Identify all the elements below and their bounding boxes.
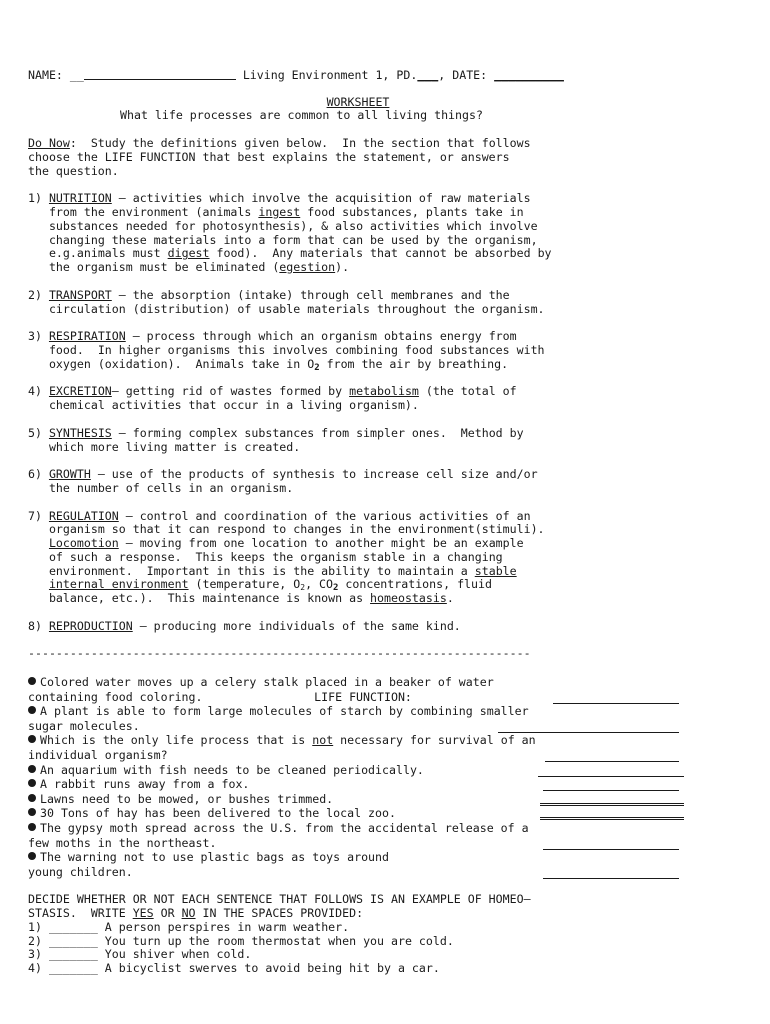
answer-blank-7[interactable] [540,806,684,820]
term-regulation: REGULATION [48,508,119,523]
do-now-line-1: Do Now: Study the definitions given below. In the section that follows [28,135,531,150]
term-respiration: RESPIRATION [48,329,126,344]
question-1: Colored water moves up a celery stalk placed in a beaker of water [28,675,748,690]
question-4: An aquarium with fish needs to be cleaned periodically. [28,763,748,778]
do-now-line-3: the question. [28,163,119,178]
bullet-icon [28,765,36,773]
definition-synthesis: 5) SYNTHESIS – forming complex substances from simpler ones. Method by which more living matter is created. [28,425,524,454]
term-transport: TRANSPORT [48,287,112,302]
definition-transport: 2) TRANSPORT – the absorption (intake) through cell membranes and the circulation (distribution) of usable materials throughout the organism. [28,287,545,316]
bullet-icon [28,677,36,685]
bullet-icon [28,808,36,816]
bullet-icon [28,823,36,831]
bullet-icon [28,735,36,743]
homeostasis-item-4: 4) _______ A bicyclist swerves to avoid being hit by a car. [28,961,440,976]
question-7: 30 Tons of hay has been delivered to the local zoo. [28,806,748,821]
answer-blank-4[interactable] [538,765,684,777]
definition-growth: 6) GROWTH – use of the products of synthesis to increase cell size and/or the number of cells in an organism. [28,467,538,495]
homeostasis-item-1: 1) _______ A person perspires in warm weather. [28,919,350,934]
homeostasis-instructions-1: DECIDE WHETHER OR NOT EACH SENTENCE THAT FOLLOWS IS AN EXAMPLE OF HOMEO– [28,892,531,907]
answer-blank-1[interactable] [553,692,679,704]
homeostasis-item-2: 2) _______ You turn up the room thermostat when you are cold. [28,933,454,948]
name-label: NAME: __ [28,68,84,82]
term-growth: GROWTH [48,467,91,482]
question-9: The warning not to use plastic bags as toys around [28,850,748,865]
worksheet-title: WORKSHEET [326,94,390,109]
bullet-icon [28,706,36,714]
question-2: A plant is able to form large molecules of starch by combining smaller [28,704,748,719]
do-now-label: Do Now [28,135,70,150]
answer-blank-3[interactable] [545,750,679,762]
homeostasis-answer-4[interactable]: _______ [48,961,98,976]
definition-reproduction: 8) REPRODUCTION – producing more individuals of the same kind. [28,618,461,633]
term-reproduction: REPRODUCTION [48,618,133,633]
homeostasis-instructions-2: STASIS. WRITE YES OR NO IN THE SPACES PROVIDED: [28,905,364,920]
question-5: A rabbit runs away from a fox. [28,777,748,792]
definition-nutrition: 1) NUTRITION – activities which involve the acquisition of raw materials from the environment (animals ingest food substances, plants take in substances needed for photosynthesis), & also activities which involve changing these materials into a form that can be used by the organism, e.g.animals must digest food). Any materials that cannot be absorbed by the organism must be eliminated (egestion). [28,191,552,275]
answer-blank-8[interactable] [543,838,679,850]
definition-regulation: 7) REGULATION – control and coordination of the various activities of an organism so that it can respond to changes in the environment(stimuli). Locomotion – moving from one location to another might be an example of such a response. This keeps the organism stable in a changing environment. Important in this is the ability to maintain a stable internal environment (temperature, $O_2$, CO2 concentrations, fluid balance, etc.). This maintenance is known as homeostasis. [28,508,545,606]
definition-excretion: 4) EXCRETION– getting rid of wastes formed by metabolism (the total of chemical activities that occur in a living organism). [28,384,517,413]
question-6: Lawns need to be mowed, or bushes trimmed. [28,792,748,807]
date-label: , DATE: [438,68,495,82]
term-nutrition: NUTRITION [48,191,112,206]
question-list: Colored water moves up a celery stalk placed in a beaker of water containing food coloring. LIFE FUNCTION: A plant is able to form large molecules of starch by combining smaller sugar molecules. Which is the only life process that is not necessary for survival of an individual organism? An aquarium with fish needs to be cleaned periodically. A rabbit runs away from a fox. Lawns need to be mowed, or bushes trimmed. 30 Tons of hay has been delivered to the local zoo. The gypsy moth spread across the U.S. from the accidental release of a few moths in the northeast. The warning not to use plastic bags as toys around young children. [28,675,748,879]
section-divider: ------------------------------------------------------------------------ [28,647,531,661]
period-blank[interactable]: ___ [417,68,439,82]
question-8: The gypsy moth spread across the U.S. from the accidental release of a [28,821,748,836]
bullet-icon [28,779,36,787]
class-label: Living Environment 1, PD. [235,68,418,82]
question-3: Which is the only life process that is not necessary for survival of an [28,733,748,748]
term-excretion: EXCRETION [48,384,112,399]
homeostasis-answer-2[interactable]: _______ [48,933,98,948]
answer-blank-6[interactable] [540,792,684,806]
homeostasis-item-3: 3) _______ You shiver when cold. [28,947,252,962]
answer-blank-2[interactable] [498,721,679,733]
date-blank[interactable]: __________ [494,68,564,82]
definition-respiration: 3) RESPIRATION – process through which an organism obtains energy from food. In higher organisms this involves combining food substances with oxygen (oxidation). Animals take in O2 from the air by breathing. [28,329,545,373]
bullet-icon [28,852,36,860]
do-now-line-2: choose the LIFE FUNCTION that best explains the statement, or answers [28,149,510,164]
homeostasis-answer-1[interactable]: _______ [48,919,98,934]
header-line [28,68,748,82]
answer-blank-5[interactable] [543,779,679,791]
name-blank[interactable] [84,68,236,80]
homeostasis-answer-3[interactable]: _______ [48,947,98,962]
worksheet-page [28,68,748,976]
bullet-icon [28,794,36,802]
answer-blank-9[interactable] [543,867,679,879]
term-synthesis: SYNTHESIS [48,425,112,440]
worksheet-subtitle: What life processes are common to all living things? [120,108,483,123]
